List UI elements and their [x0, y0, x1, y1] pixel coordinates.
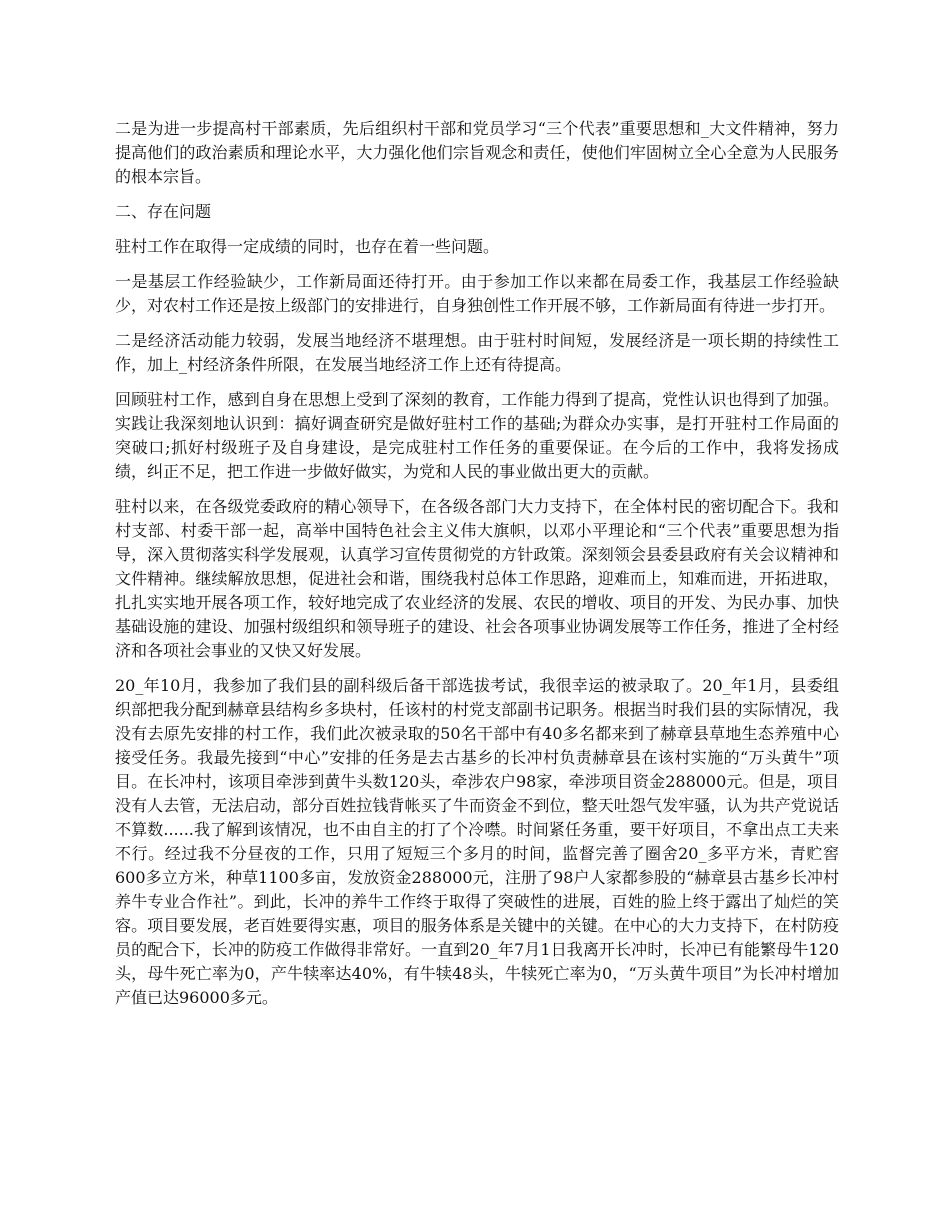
paragraph-problems-intro: 驻村工作在取得一定成绩的同时，也存在着一些问题。 [115, 237, 500, 256]
paragraph-since-stationed: 驻村以来，在各级党委政府的精心领导下，在各级各部门大力支持下，在全体村民的密切配合下。我和村支部、村委干部一起，高举中国特色社会主义伟大旗帜，以邓小平理论和“三个代表”重要思想为指导，深入贯彻落实科学发展观，认真学习宣传贯彻党的方针政策。深刻领会县委县政府有关会议精神和文件精神。继续解放思想，促进社会和谐，围绕我村总体工作思路，迎难而上，知难而进，开拓进取，扎扎实实地开展各项工作，较好地完成了农业经济的发展、农民的增收、项目的开发、为民办事、加快基础设施的建设、加强村级组织和领导班子的建设、社会各项事业协调发展等工作任务，推进了全村经济和各项社会事业的又快又好发展。 [115, 497, 839, 660]
document-page [115, 117, 839, 1021]
paragraph-project-narrative: 20_年10月，我参加了我们县的副科级后备干部选拔考试，我很幸运的被录取了。20_年1月，县委组织部把我分配到赫章县结构乡多块村，任该村的村党支部副书记职务。根据当时我们县的实际情况，我没有去原先安排的村工作，我们此次被录取的50名干部中有40多名都来到了赫章县草地生态养殖中心接受任务。我最先接到“中心”安排的任务是去古基乡的长冲村负责赫章县在该村实施的“万头黄牛”项目。在长冲村，该项目牵涉到黄牛头数120头，牵涉农户98家，牵涉项目资金288000元。但是，项目没有人去管，无法启动，部分百姓拉钱背帐买了牛而资金不到位，整天吐怨气发牢骚，认为共产党说话不算数......我了解到该情况，也不由自主的打了个冷噤。时间紧任务重，要干好项目，不拿出点工夫来不行。经过我不分昼夜的工作，只用了短短三个多月的时间，监督完善了圈舍20_多平方米，青贮窖600多立方米，种草1100多亩，发放资金288000元，注册了98户人家都参股的“赫章县古基乡长冲村养牛专业合作社”。到此，长冲的养牛工作终于取得了突破性的进展，百姓的脸上终于露出了灿烂的笑容。项目要发展，老百姓要得实惠，项目的服务体系是关键中的关键。在中心的大力支持下，在村防疫员的配合下，长冲的防疫工作做得非常好。一直到20_年7月1日我离开长冲时，长冲已有能繁母牛120头，母牛死亡率为0，产牛犊率达40%，有牛犊48头，牛犊死亡率为0，“万头黄牛项目”为长冲村增加产值已达96000多元。 [115, 676, 839, 1007]
section-heading-problems: 二、存在问题 [115, 202, 212, 221]
paragraph-review: 回顾驻村工作，感到自身在思想上受到了深刻的教育，工作能力得到了提高，党性认识也得到了加强。实践让我深刻地认识到：搞好调查研究是做好驻村工作的基础;为群众办实事，是打开驻村工作局面的突破口;抓好村级班子及自身建设，是完成驻村工作任务的重要保证。在今后的工作中，我将发扬成绩，纠正不足，把工作进一步做好做实，为党和人民的事业做出更大的贡献。 [115, 390, 839, 481]
paragraph-problem-economy: 二是经济活动能力较弱，发展当地经济不堪理想。由于驻村时间短，发展经济是一项长期的持续性工作，加上_村经济条件所限，在发展当地经济工作上还有待提高。 [115, 331, 839, 374]
paragraph-cadre-quality: 二是为进一步提高村干部素质，先后组织村干部和党员学习“三个代表”重要思想和_大文件精神，努力提高他们的政治素质和理论水平，大力强化他们宗旨观念和责任，使他们牢固树立全心全意为人民服务的根本宗旨。 [115, 119, 839, 186]
paragraph-problem-experience: 一是基层工作经验缺少，工作新局面还待打开。由于参加工作以来都在局委工作，我基层工作经验缺少，对农村工作还是按上级部门的安排进行，自身独创性工作开展不够，工作新局面有待进一步打开。 [115, 272, 839, 315]
